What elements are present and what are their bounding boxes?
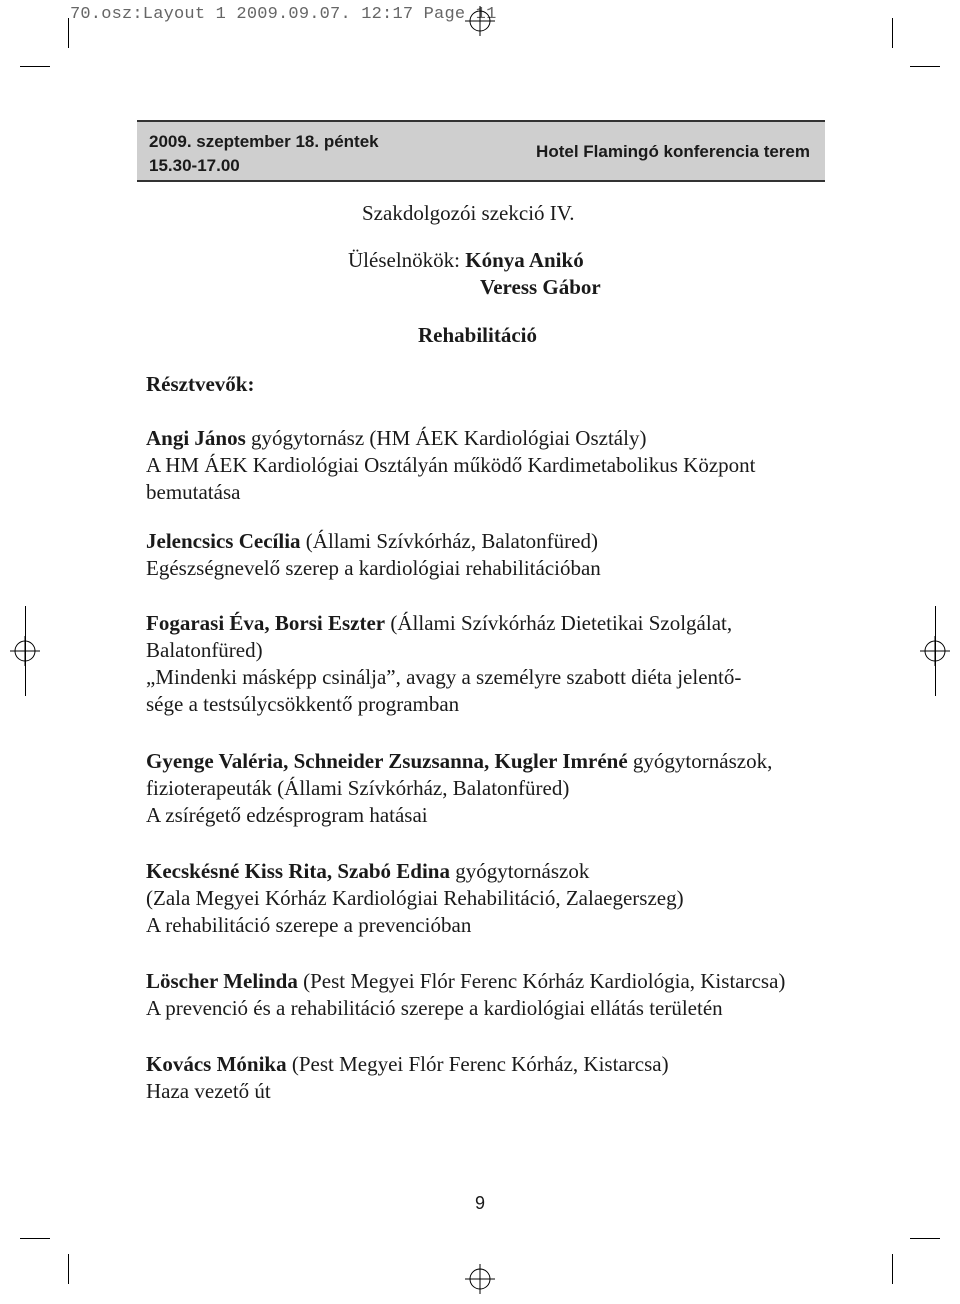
- presenter-affiliation: gyógytornászok,: [627, 749, 773, 773]
- presentation-item: [146, 610, 836, 718]
- crop-mark: [892, 18, 893, 48]
- crop-mark: [68, 1254, 69, 1284]
- crop-mark: [910, 1238, 940, 1239]
- session-time: 15.30-17.00: [149, 156, 240, 175]
- crop-mark: [910, 66, 940, 67]
- crop-mark: [935, 606, 936, 696]
- presentation-title: A zsírégető edzésprogram hatásai: [146, 803, 428, 827]
- presenter-names: Löscher Melinda: [146, 969, 298, 993]
- participants-label: Résztvevők:: [146, 372, 255, 396]
- presentation-item: [146, 528, 836, 582]
- crop-mark: [25, 606, 26, 696]
- presentation-title: A rehabilitáció szerepe a prevencióban: [146, 913, 472, 937]
- page-number: 9: [474, 1193, 485, 1213]
- presentation-item: [146, 425, 836, 506]
- presenter-names: Angi János: [146, 426, 246, 450]
- presentation-item: [146, 858, 836, 939]
- presenter-affiliation: (Állami Szívkórház Dietetikai Szolgálat,: [385, 611, 733, 635]
- chair-name: Veress Gábor: [480, 275, 601, 299]
- presentation-item: [146, 1051, 836, 1105]
- crop-mark: [892, 1254, 893, 1284]
- session-venue: Hotel Flamingó konferencia terem: [536, 142, 810, 161]
- presenter-affiliation: Balatonfüred): [146, 638, 263, 662]
- presenter-affiliation: fizioterapeuták (Állami Szívkórház, Balatonfüred): [146, 776, 570, 800]
- presentation-title: Egészségnevelő szerep a kardiológiai rehabilitációban: [146, 556, 601, 580]
- presenter-names: Kovács Mónika: [146, 1052, 287, 1076]
- presentation-title: A prevenció és a rehabilitáció szerepe a kardiológiai ellátás területén: [146, 996, 723, 1020]
- session-topic: Rehabilitáció: [418, 323, 537, 347]
- session-datetime: [149, 130, 379, 178]
- presenter-affiliation: gyógytornász (HM ÁEK Kardiológiai Osztály): [245, 426, 647, 450]
- registration-mark-icon: [465, 1264, 495, 1294]
- crop-mark: [20, 66, 50, 67]
- presentation-title: sége a testsúlycsökkentő programban: [146, 692, 460, 716]
- presentation-title: Haza vezető út: [146, 1079, 271, 1103]
- session-date: 2009. szeptember 18. péntek: [149, 132, 379, 151]
- chairs-label: Üléselnökök:: [348, 248, 460, 272]
- presentation-item: [146, 748, 836, 829]
- chair-name: Kónya Anikó: [465, 248, 584, 272]
- presenter-affiliation: (Pest Megyei Flór Ferenc Kórház Kardiológia, Kistarcsa): [297, 969, 786, 993]
- presenter-names: Gyenge Valéria, Schneider Zsuzsanna, Kugler Imréné: [146, 749, 628, 773]
- presenter-affiliation: (Zala Megyei Kórház Kardiológiai Rehabilitáció, Zalaegerszeg): [146, 886, 684, 910]
- session-header-bar: [137, 120, 825, 182]
- presenter-names: Kecskésné Kiss Rita, Szabó Edina: [146, 859, 450, 883]
- presentation-title: bemutatása: [146, 480, 241, 504]
- printer-slug-line: 70.osz:Layout 1 2009.09.07. 12:17 Page 11: [70, 5, 497, 24]
- presenter-names: Jelencsics Cecília: [146, 529, 301, 553]
- crop-mark: [20, 1238, 50, 1239]
- presenter-affiliation: (Állami Szívkórház, Balatonfüred): [300, 529, 598, 553]
- session-title: Szakdolgozói szekció IV.: [362, 201, 575, 225]
- presenter-names: Fogarasi Éva, Borsi Eszter: [146, 611, 386, 635]
- presentation-title: „Mindenki másképp csinálja”, avagy a személyre szabott diéta jelentő-: [146, 665, 742, 689]
- presentation-item: [146, 968, 836, 1022]
- chairs-line: [348, 247, 584, 274]
- presenter-affiliation: gyógytornászok: [449, 859, 590, 883]
- presentation-title: A HM ÁEK Kardiológiai Osztályán működő Kardimetabolikus Központ: [146, 453, 756, 477]
- registration-mark-icon: [465, 6, 495, 36]
- presenter-affiliation: (Pest Megyei Flór Ferenc Kórház, Kistarcsa): [286, 1052, 669, 1076]
- crop-mark: [68, 18, 69, 48]
